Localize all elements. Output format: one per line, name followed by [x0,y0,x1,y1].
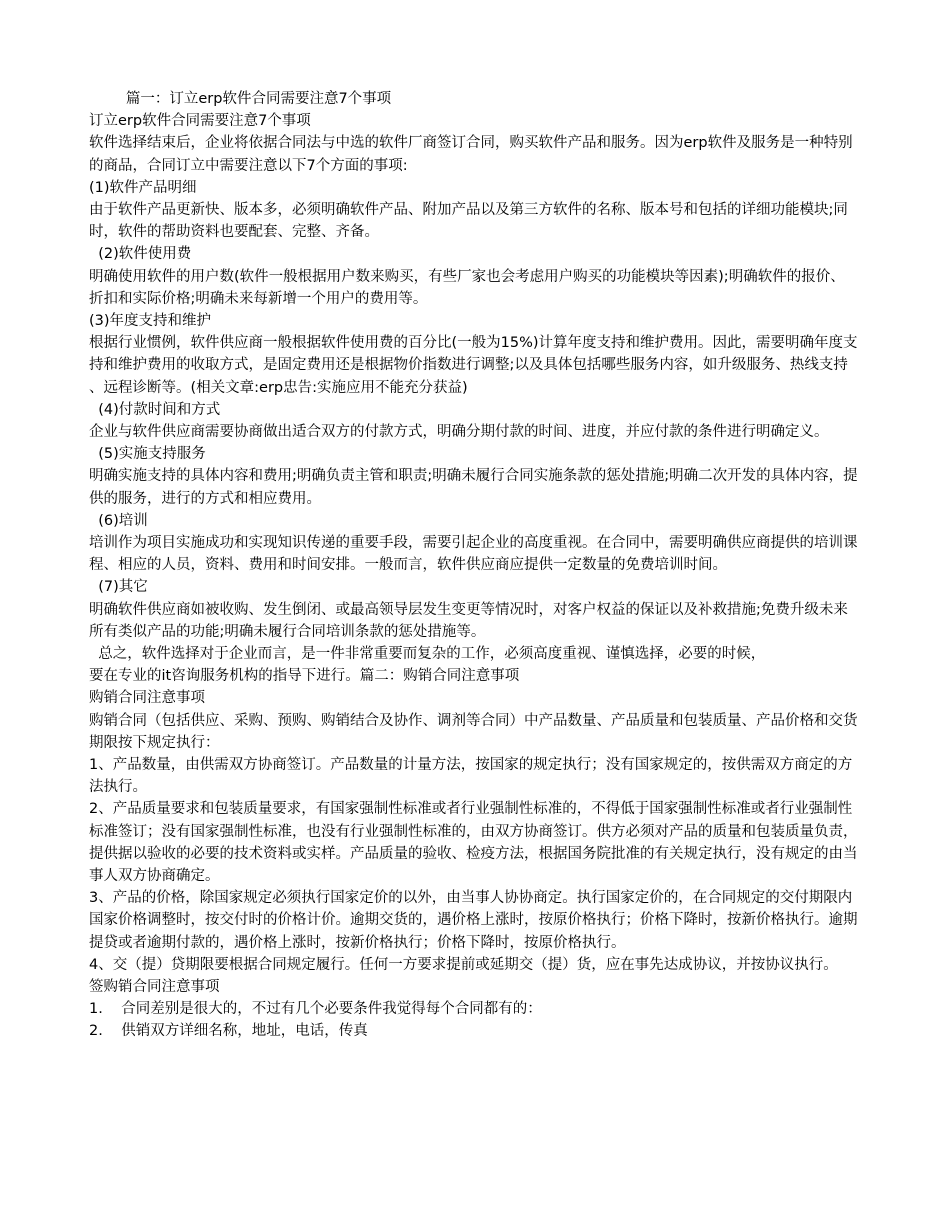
text-line: (3)年度支持和维护 [89,312,212,329]
text-line: (5)实施支持服务 [89,446,206,463]
paragraph: 明确软件供应商如被收购、发生倒闭、或最高领导层发生变更等情况时，对客户权益的保证以及补救措施;免费升级未来所有类似产品的功能;明确未履行合同培训条款的惩处措施等。 [89,601,848,640]
text-line: 要在专业的it咨询服务机构的指导下进行。篇二：购销合同注意事项 [89,668,520,685]
paragraph: 根据行业惯例，软件供应商一般根据软件使用费的百分比(一般为15%)计算年度支持和维护费用。因此，需要明确年度支持和维护费用的收取方式，是固定费用还是根据物价指数进行调整;以及具体包括哪些服务内容，如升级服务、热线支持、远程诊断等。(相关文章:erp忠告:实施应用不能充分获益) [89,335,858,396]
text-line: 购销合同注意事项 [89,690,205,707]
text-line: (2)软件使用费 [89,246,192,263]
paragraph: 购销合同（包括供应、采购、预购、购销结合及协作、调剂等合同）中产品数量、产品质量和包装质量、产品价格和交货期限按下规定执行： [89,712,858,751]
paragraph: 3、产品的价格，除国家规定必须执行国家定价的以外，由当事人协协商定。执行国家定价的，在合同规定的交付期限内国家价格调整时，按交付时的价格计价。逾期交货的，遇价格上涨时，按原价格执行；价格下降时，按新价格执行。逾期提贷或者逾期付款的，遇价格上涨时，按新价格执行；价格下降时，按原价格执行。 [89,890,858,951]
text-line: 订立erp软件合同需要注意7个事项 [89,113,311,130]
text-line: 篇一：订立erp软件合同需要注意7个事项 [89,91,392,107]
text-line: 签购销合同注意事项 [89,978,220,995]
paragraph: 1、产品数量，由供需双方协商签订。产品数量的计量方法，按国家的规定执行；没有国家规定的，按供需双方商定的方法执行。 [89,756,853,796]
paragraph: 由于软件产品更新快、版本多，必须明确软件产品、附加产品以及第三方软件的名称、版本号和包括的详细功能模块;同时，软件的帮助资料也要配套、完整、齐备。 [89,201,848,241]
text-line: (4)付款时间和方式 [89,401,221,418]
text-line: (6)培训 [89,512,148,529]
document-body [89,88,859,1043]
paragraph: 2、产品质量要求和包装质量要求，有国家强制性标准或者行业强制性标准的，不得低于国家强制性标准或者行业强制性标准签订；没有国家强制性标准，也没有行业强制性标准的，由双方协商签订。供方必须对产品的质量和包装质量负责，提供据以验收的必要的技术资料或实样。产品质量的验收、检疫方法，根据国务院批准的有关规定执行，没有规定的由当事人双方协商确定。 [89,801,858,884]
paragraph: 明确实施支持的具体内容和费用;明确负责主管和职责;明确未履行合同实施条款的惩处措施;明确二次开发的具体内容，提供的服务，进行的方式和相应费用。 [89,468,858,507]
text-line: 2. 供销双方详细名称，地址，电话，传真 [89,1023,368,1040]
paragraph: 企业与软件供应商需要协商做出适合双方的付款方式，明确分期付款的时间、进度，并应付款的条件进行明确定义。 [89,423,829,440]
paragraph: 软件选择结束后，企业将依据合同法与中选的软件厂商签订合同，购买软件产品和服务。因为erp软件及服务是一种特别的商品，合同订立中需要注意以下7个方面的事项: [89,135,853,174]
text-line: 总之，软件选择对于企业而言，是一件非常重要而复杂的工作，必须高度重视、谨慎选择，必要的时候， [89,645,766,662]
text-line: 1. 合同差别是很大的，不过有几个必要条件我觉得每个合同都有的： [89,1001,542,1018]
paragraph: 培训作为项目实施成功和实现知识传递的重要手段，需要引起企业的高度重视。在合同中，需要明确供应商提供的培训课程、相应的人员，资料、费用和时间安排。一般而言，软件供应商应提供一定数量的免费培训时间。 [89,534,858,574]
text-line: (7)其它 [89,579,148,596]
text-line: (1)软件产品明细 [89,179,197,196]
paragraph: 4、交（提）贷期限要根据合同规定履行。任何一方要求提前或延期交（提）货，应在事先达成协议，并按协议执行。 [89,956,838,973]
paragraph: 明确使用软件的用户数(软件一般根据用户数来购买，有些厂家也会考虑用户购买的功能模块等因素);明确软件的报价、折扣和实际价格;明确未来每新增一个用户的费用等。 [89,268,845,307]
